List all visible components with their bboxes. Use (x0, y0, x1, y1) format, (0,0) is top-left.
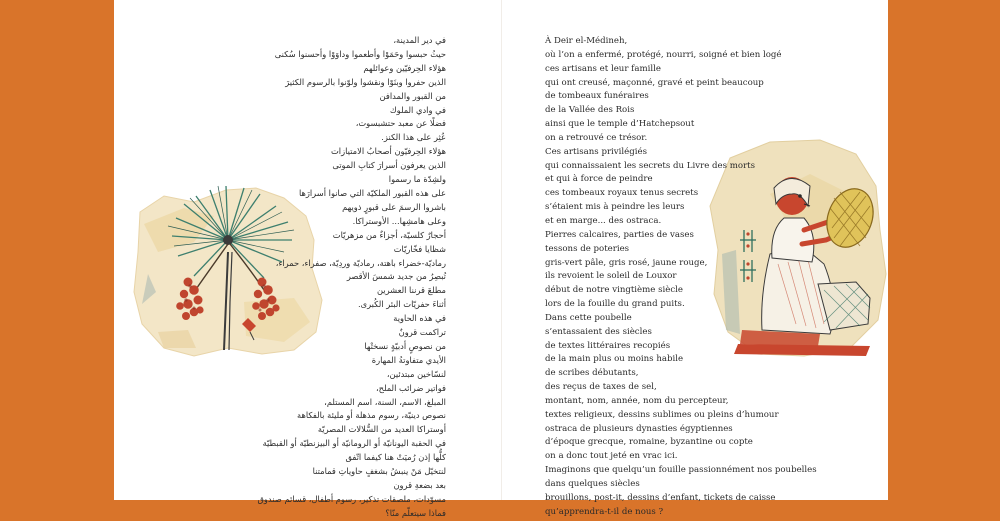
arabic-text-line: من نصوصٍ أدبيّةٍ نسختْها (364, 340, 446, 351)
french-text-line: début de notre vingtième siècle (545, 285, 683, 296)
arabic-text-line: مسوّدات، ملصقات تذكير، رسوم أطفال، قسائم صندوق (257, 493, 446, 504)
page-gutter (501, 0, 502, 500)
arabic-text-line: في وادي الملوك (389, 104, 446, 115)
arabic-text-line: وعلى هامشِها... الأوستراكا. (352, 215, 446, 226)
arabic-text-line: على هذه القبور الملكيّة التي صانوا أسرارَها (298, 187, 446, 198)
arabic-text-line: لنتخيّل مَنْ ينبشُ بشغفٍ حاوياتِ قمامتنا (312, 466, 446, 477)
arabic-text-line: فضلًا عن معبد حتشبسوت، (355, 118, 446, 129)
french-poem-text (545, 35, 845, 520)
french-text-line: de la Vallée des Rois (545, 105, 635, 116)
arabic-text-line: عُثِر على هذا الكنز. (381, 132, 446, 143)
french-text-line: s’entassaient des siècles (545, 326, 652, 337)
french-text-line: À Deir el-Médineh, (545, 36, 628, 46)
french-text-line: gris-vert pâle, gris rosé, jaune rouge, (545, 257, 708, 268)
arabic-text-line: مطلعَ قرننا العشرين (376, 285, 446, 296)
french-text-line: Pierres calcaires, parties de vases (545, 229, 694, 240)
french-text-line: s’étaient mis à peindre les leurs (545, 202, 685, 213)
arabic-text-line: باشروا الرسمَ على قبورٍ ذويهم (342, 201, 446, 212)
french-text-line: Ces artisans privilégiés (545, 146, 647, 157)
arabic-text-line: لنسّاخين مبتدئين، (386, 368, 446, 379)
french-text-line: qui connaissaient les secrets du Livre des morts (545, 160, 756, 171)
arabic-text-line: أثناءَ حفريّات البئر الكُبرى. (357, 299, 446, 310)
french-text-line: Dans cette poubelle (545, 312, 632, 323)
french-text-line: qu’apprendra-t-il de nous ? (545, 506, 664, 517)
arabic-text-line: الذين يعرفون أسرارَ كتابِ الموتى (332, 160, 446, 171)
french-text-line: lors de la fouille du grand puits. (545, 299, 685, 310)
french-text-line: et en marge... des ostraca. (545, 215, 662, 226)
french-text-line: où l’on a enfermé, protégé, nourri, soigné et bien logé (545, 49, 782, 60)
french-text-line: tessons de poteries (545, 243, 630, 254)
french-text-line: ils revoient le soleil de Louxor (545, 271, 677, 282)
arabic-text-line: تراكمت قرونٌ (398, 327, 446, 338)
arabic-text-line: ولشِدّة ما رسموا (388, 174, 446, 185)
french-text-line: et qui à force de peindre (545, 174, 653, 185)
french-text-line: on a retrouvé ce trésor. (545, 132, 648, 143)
french-text-line: de scribes débutants, (545, 368, 639, 379)
french-text-line: brouillons, post-it, dessins d’enfant, tickets de caisse (545, 492, 776, 503)
french-text-line: textes religieux, dessins sublimes ou pleins d’humour (545, 409, 779, 420)
arabic-text-line: في هذه الحاوية (393, 313, 446, 324)
arabic-text-line: أوستراكا العديد من السُّلالات المصريّة (317, 424, 446, 435)
french-text-line: ces artisans et leur famille (545, 63, 661, 74)
arabic-text-line: الذين حفروا وبنَوْا ونقشوا ولوّنوا بالرسوم الكثيرَ (285, 76, 446, 87)
arabic-text-line: أحجارٌ كلسيّة، أجزاءٌ من مزهريّات (332, 229, 446, 240)
french-text-line: qui ont creusé, maçonné, gravé et peint beaucoup (545, 77, 764, 88)
french-text-line: on a donc tout jeté en vrac ici. (545, 451, 678, 462)
arabic-text-line: فواتير ضرائب الملح، (375, 382, 446, 393)
arabic-text-line: هؤلاء الحِرفيّين وعوائلهم (363, 62, 446, 73)
arabic-text-line: الأيدي متفاوتةُ المهارة (371, 354, 446, 365)
arabic-text-line: تُبصِرُ من جديد شمسَ الأقصر (346, 271, 446, 282)
french-text-line: dans quelques siècles (545, 479, 640, 489)
french-text-line: des reçus de taxes de sel, (545, 382, 657, 393)
arabic-text-line: شظايا فخّاريّات (393, 243, 446, 254)
arabic-text-line: كلُّها إذن رُميَتْ هنا كيفما اتّفق (345, 452, 446, 463)
french-text-line: de textes littéraires recopiés (545, 340, 671, 351)
arabic-text-line: من القبور والمدافن (379, 90, 446, 101)
arabic-text-line: المبلغ، الاسم، السنة، اسم المستلم، (324, 396, 446, 407)
french-text-line: montant, nom, année, nom du percepteur, (545, 395, 729, 406)
arabic-text-line: في دير المدينة، (393, 35, 446, 45)
arabic-text-line: حيثُ حبسوا وحَمَوْا وأطعموا وداوَوْا وأحسنوا سُكنى (274, 48, 446, 59)
french-text-line: Imaginons que quelqu’un fouille passionnément nos poubelles (545, 465, 817, 476)
french-text-line: d’époque grecque, romaine, byzantine ou copte (545, 437, 753, 448)
arabic-text-line: فماذا سيتعلّم منّا؟ (385, 507, 446, 518)
french-text-line: de la main plus ou moins habile (545, 354, 684, 365)
french-text-line: ainsi que le temple d’Hatchepsout (545, 119, 695, 130)
french-text-line: ces tombeaux royaux tenus secrets (545, 188, 699, 199)
arabic-text-line: بعد بضعةِ قرون (393, 480, 446, 490)
french-text-line: ostraca de plusieurs dynasties égyptiennes (545, 423, 733, 434)
arabic-text-line: نصوص دينيّة، رسوم مذهلة أو مليئة بالفكاهة (297, 410, 446, 421)
french-text-line: de tombeaux funéraires (545, 91, 649, 102)
arabic-text-line: هؤلاء الحِرفيّون أصحابُ الامتيازات (330, 146, 446, 157)
arabic-poem-text (240, 34, 446, 521)
arabic-text-line: رماديّة-خضراء باهتة، رماديّة وردِيّة، صفراء، حمراء، (275, 257, 446, 268)
arabic-text-line: في الحقبة اليونانيّة أو الرومانيّة أو البيزنطيّة أو القبطيّة (262, 438, 446, 449)
